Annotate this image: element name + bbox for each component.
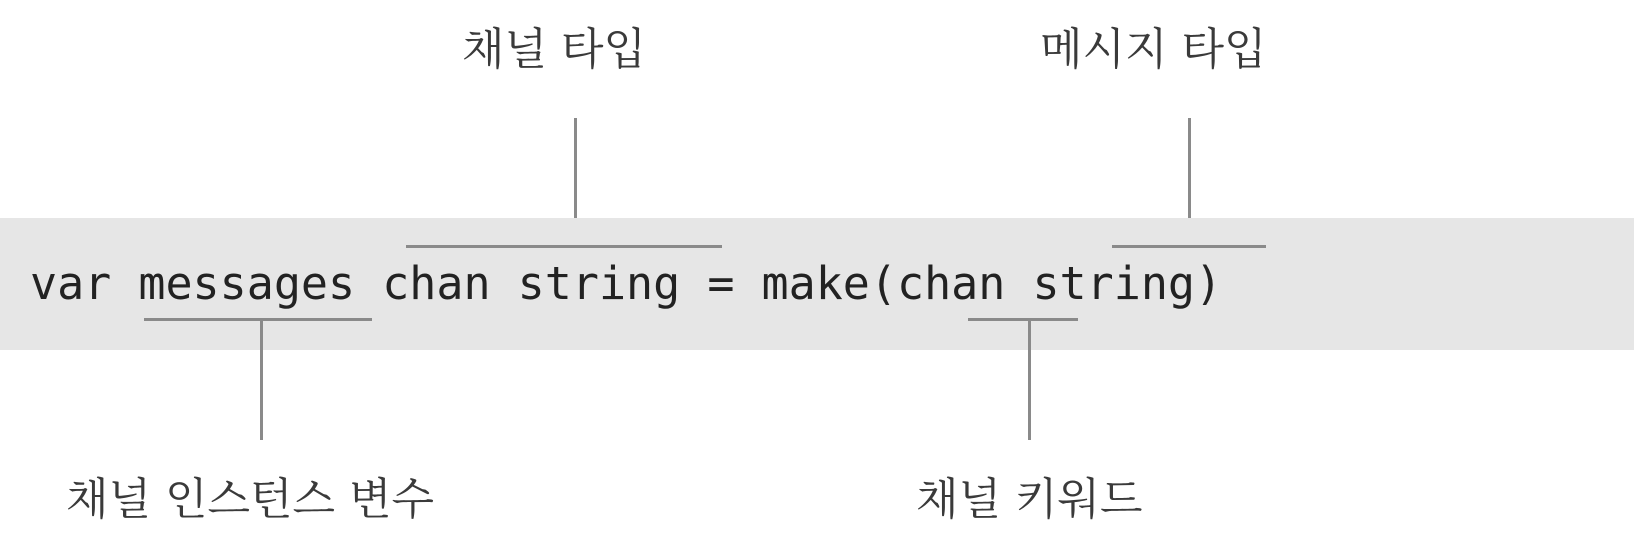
label-channel-type: 채널 타입 (462, 24, 647, 75)
underline-variable-name (144, 318, 372, 321)
code-variable-name: messages (138, 257, 356, 310)
underline-chan-keyword (968, 318, 1078, 321)
label-channel-instance-variable: 채널 인스턴스 변수 (66, 474, 435, 525)
bracket-channel-type (406, 245, 722, 248)
code-space (1005, 257, 1032, 310)
code-line (30, 218, 1222, 350)
bracket-message-type (1112, 245, 1266, 248)
code-chan-keyword: chan (896, 257, 1006, 310)
code-assign-make: = make( (680, 257, 897, 310)
label-channel-keyword: 채널 키워드 (916, 474, 1143, 525)
code-close-paren: ) (1195, 257, 1223, 310)
code-space (355, 257, 382, 310)
code-space (111, 257, 138, 310)
connector-variable-name (260, 320, 263, 440)
connector-chan-keyword (1028, 320, 1031, 440)
code-keyword-var: var (30, 257, 112, 310)
code-channel-type: chan string (382, 257, 681, 310)
code-band (0, 218, 1634, 350)
label-message-type: 메시지 타입 (1040, 24, 1267, 75)
code-message-type: string (1032, 257, 1196, 310)
